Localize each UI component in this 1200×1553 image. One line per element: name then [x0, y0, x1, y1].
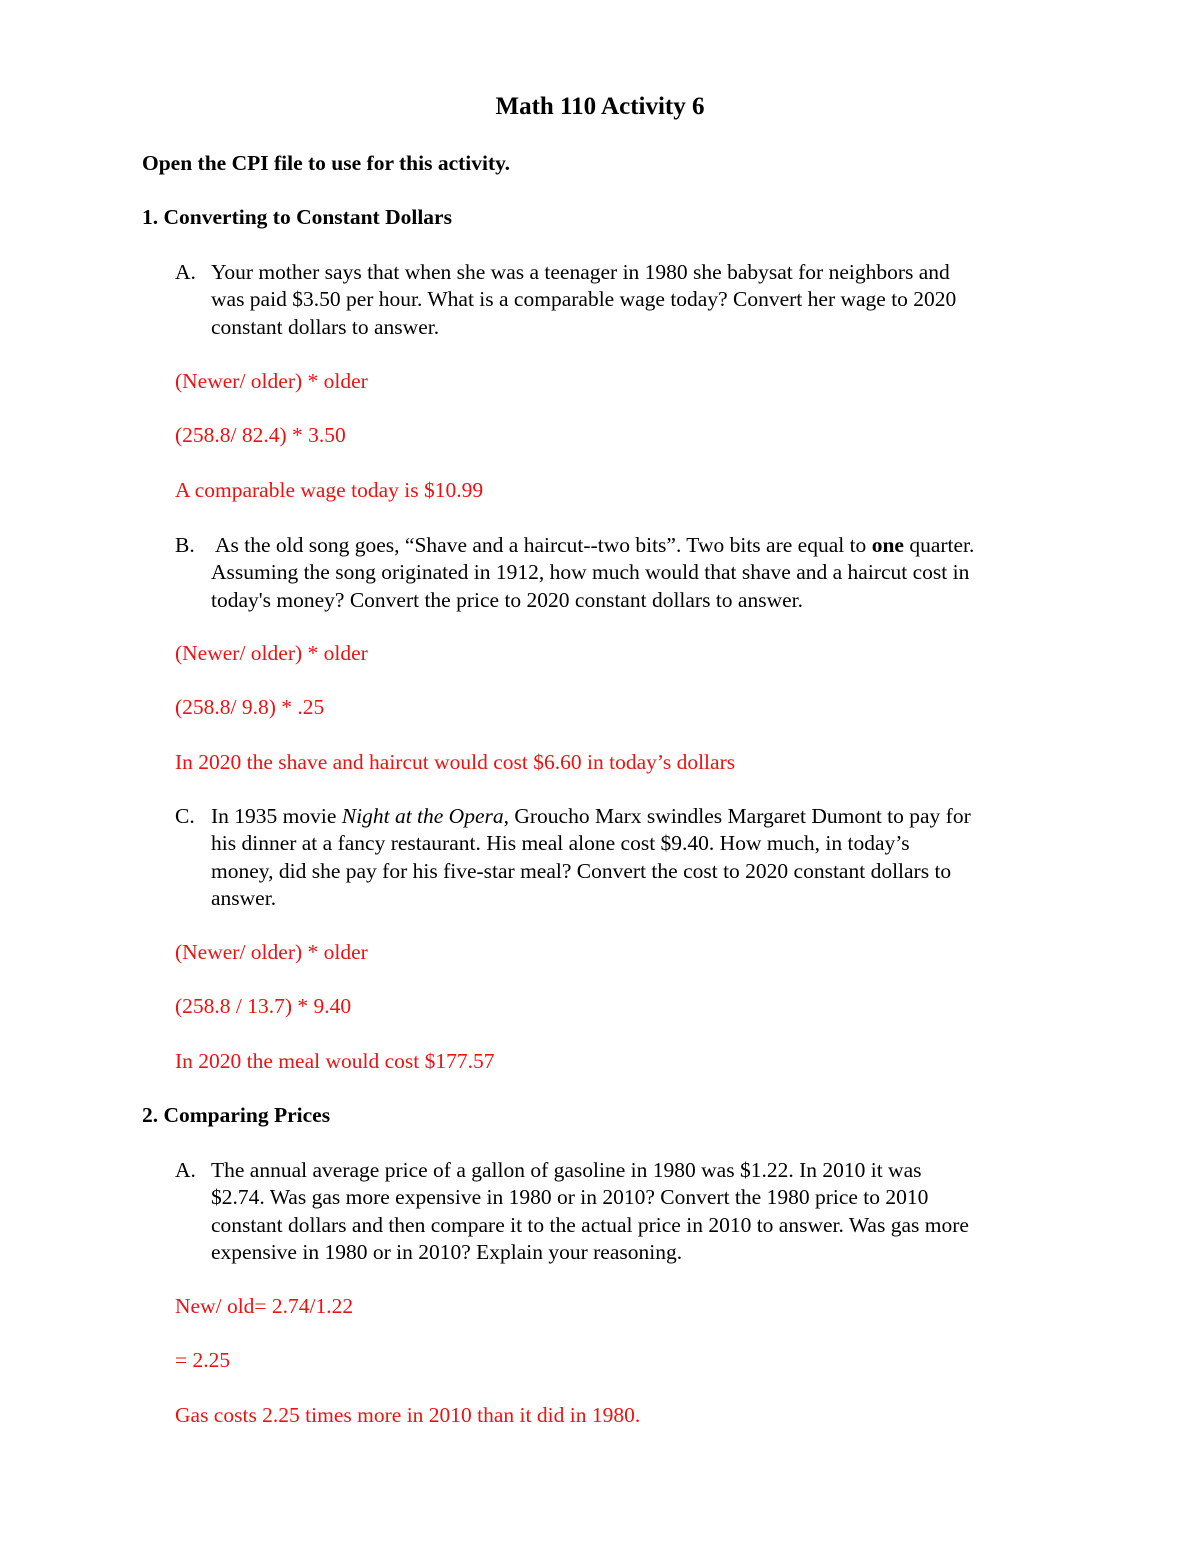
question-1b-text [211, 532, 1075, 614]
question-line: was paid $3.50 per hour. What is a comparable wage today? Convert her wage to 2020 [211, 287, 957, 312]
question-1a-label: A. [175, 260, 196, 284]
question-text: As the old song goes, “Shave and a haircut--two bits”. Two bits are equal to [215, 533, 872, 557]
question-line: The annual average price of a gallon of gasoline in 1980 was $1.22. In 2010 it was [211, 1158, 922, 1182]
question-text: , Groucho Marx swindles Margaret Dumont to pay for [503, 804, 971, 828]
question-1b-label: B. [175, 533, 195, 557]
intro-instruction: Open the CPI file to use for this activity. [142, 151, 511, 175]
answer-1c-result: In 2020 the meal would cost $177.57 [175, 1049, 495, 1073]
question-line: Assuming the song originated in 1912, how much would that shave and a haircut cost in [211, 560, 970, 585]
answer-1b-calculation: (258.8/ 9.8) * .25 [175, 695, 325, 719]
question-line [211, 803, 1071, 830]
question-1a-text [211, 259, 1071, 341]
page-title: Math 110 Activity 6 [495, 93, 705, 120]
question-line: money, did she pay for his five-star meal? Convert the cost to 2020 constant dollars to [211, 858, 952, 883]
question-line: $2.74. Was gas more expensive in 1980 or in 2010? Convert the 1980 price to 2010 [211, 1185, 929, 1210]
answer-1c-calculation: (258.8 / 13.7) * 9.40 [175, 994, 352, 1018]
question-text: In 1935 movie [211, 804, 342, 828]
question-text: quarter. [903, 533, 975, 557]
question-2a-text [211, 1157, 1071, 1266]
question-1c-text [211, 803, 1071, 912]
answer-1a-calculation: (258.8/ 82.4) * 3.50 [175, 423, 346, 447]
question-line: answer. [211, 885, 277, 910]
answer-1a-formula: (Newer/ older) * older [175, 369, 368, 393]
question-line: today's money? Convert the price to 2020 constant dollars to answer. [211, 587, 804, 612]
answer-1b-result: In 2020 the shave and haircut would cost $6.60 in today’s dollars [175, 750, 736, 774]
answer-2a-calculation: = 2.25 [175, 1348, 231, 1372]
answer-2a-formula: New/ old= 2.74/1.22 [175, 1294, 354, 1318]
answer-1a-result: A comparable wage today is $10.99 [175, 478, 484, 502]
answer-1b-formula: (Newer/ older) * older [175, 641, 368, 665]
question-line [215, 532, 1075, 559]
question-line: constant dollars and then compare it to the actual price in 2010 to answer. Was gas more [211, 1212, 969, 1237]
question-line: constant dollars to answer. [211, 314, 440, 339]
question-2a-label: A. [175, 1158, 196, 1182]
question-1c-label: C. [175, 804, 195, 828]
question-line: his dinner at a fancy restaurant. His meal alone cost $9.40. How much, in today’s [211, 831, 910, 856]
movie-title: Night at the Opera [341, 804, 504, 828]
answer-1c-formula: (Newer/ older) * older [175, 940, 368, 964]
question-line: Your mother says that when she was a teenager in 1980 she babysat for neighbors and [211, 260, 950, 284]
emphasis-word: one [871, 533, 904, 557]
question-line: expensive in 1980 or in 2010? Explain your reasoning. [211, 1239, 683, 1264]
section-1-heading: 1. Converting to Constant Dollars [142, 205, 452, 229]
section-2-heading: 2. Comparing Prices [142, 1103, 331, 1127]
answer-2a-result: Gas costs 2.25 times more in 2010 than it did in 1980. [175, 1403, 641, 1427]
